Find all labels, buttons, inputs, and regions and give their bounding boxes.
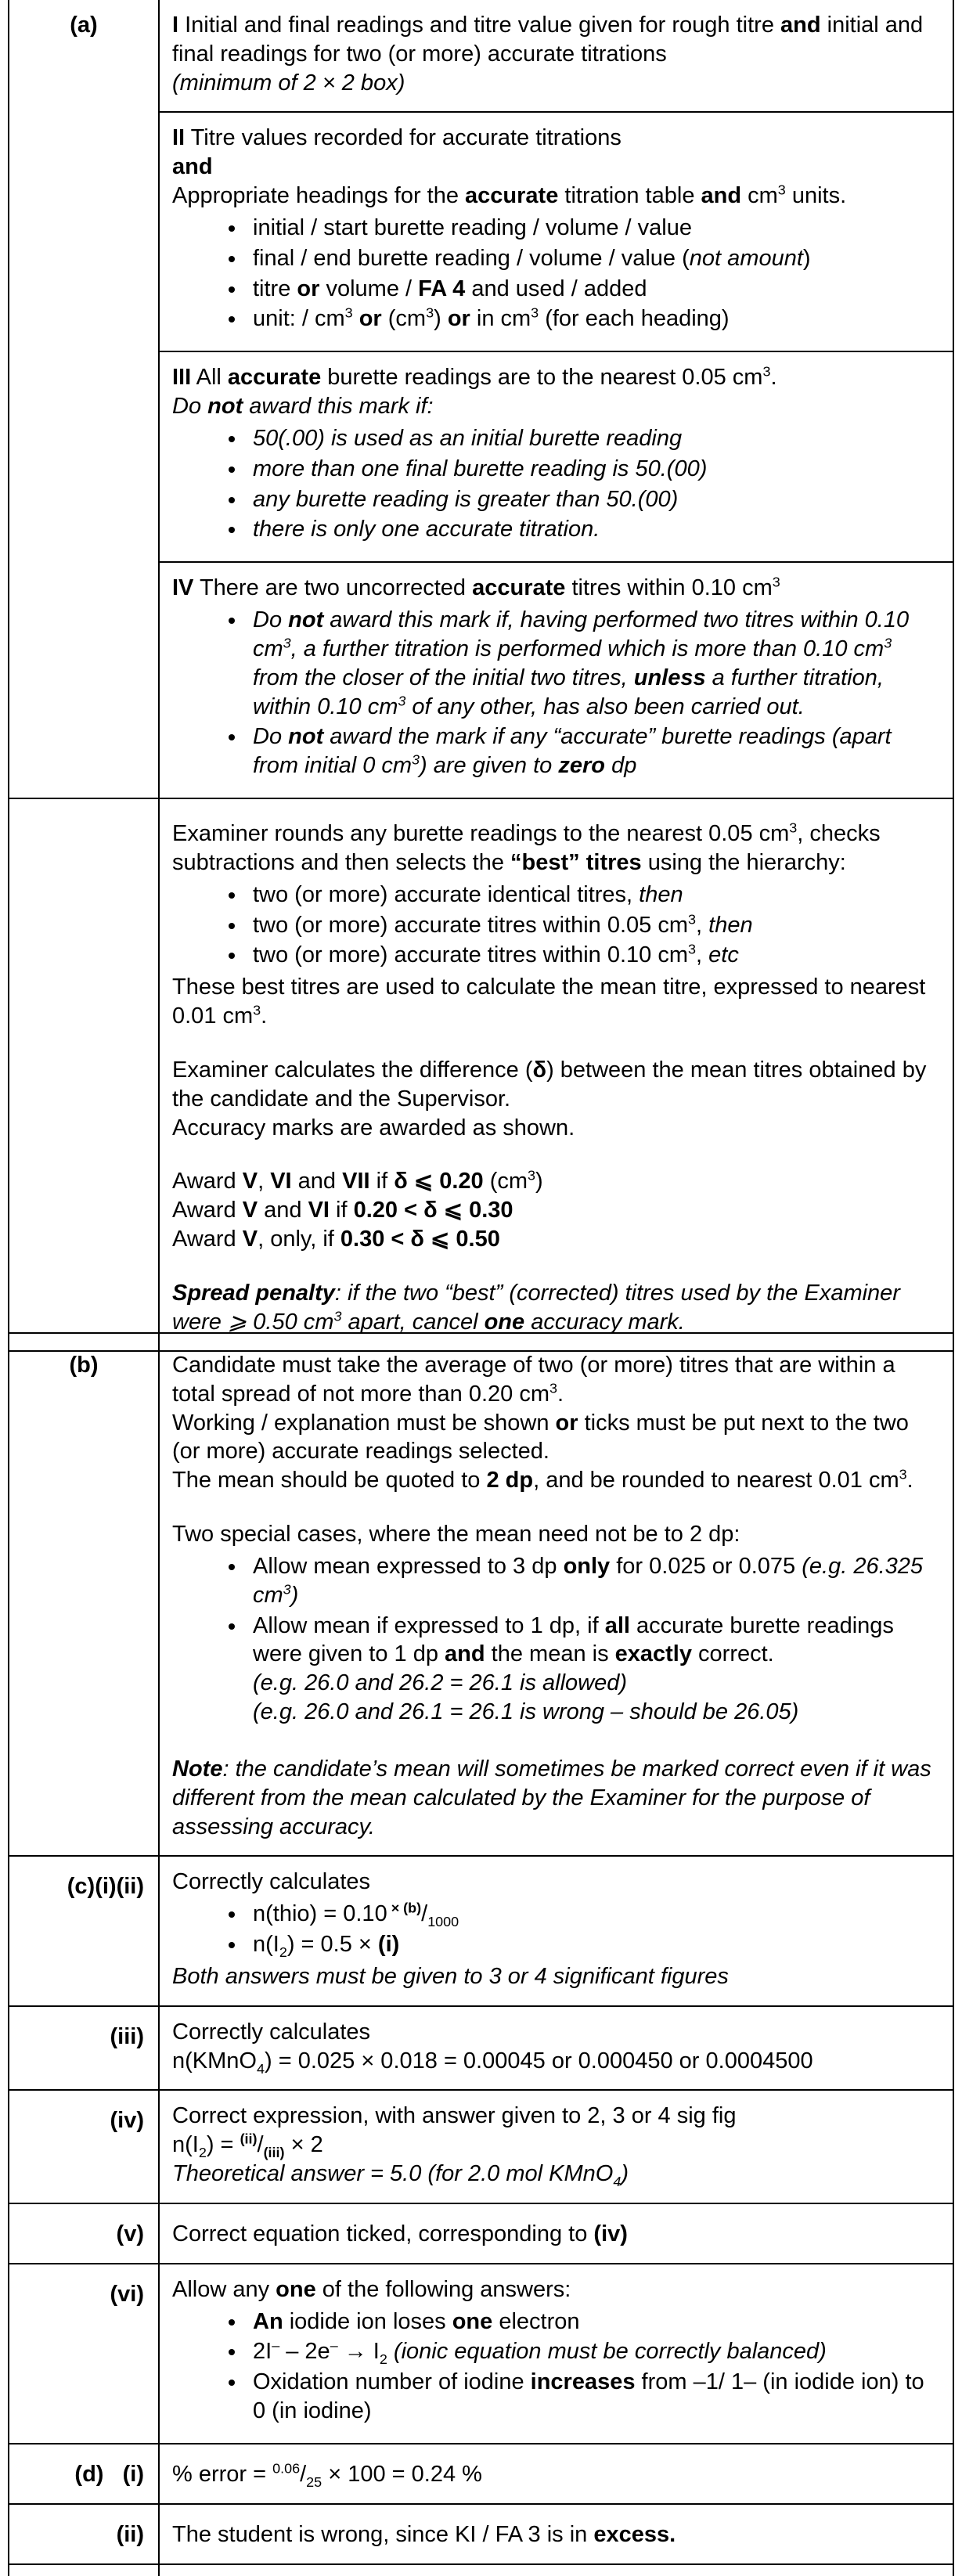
mark-IV-b1sup3: 3 [398, 692, 406, 708]
cv-t1iv: (iv) [593, 2221, 628, 2246]
b-b1sup: 3 [283, 1581, 291, 1598]
acc-b3etc: etc [708, 942, 739, 968]
cvi-b3a: Oxidation number of iodine [253, 2369, 531, 2395]
mark-IV-b1sup2: 3 [884, 635, 892, 651]
b-b2f: (e.g. 26.0 and 26.1 = 26.1 is wrong – should be 26.05) [253, 1699, 799, 1725]
part-cv-label-text: (v) [116, 2221, 144, 2246]
civ-t3sub: 4 [613, 2173, 622, 2189]
acc-list [172, 881, 942, 970]
mark-IV-list [172, 606, 942, 780]
list-item [247, 304, 942, 333]
acc-b2b: , [696, 912, 709, 938]
mark-IV-b1unless: unless [633, 665, 706, 690]
ciii-t2sub: 4 [256, 2060, 265, 2077]
acc-p1best: “best” titres [510, 849, 642, 875]
cvi-t1a: Allow any [172, 2276, 276, 2302]
mark-III-t4a: Do [172, 394, 208, 420]
trailing-label-cell [9, 2564, 159, 2576]
mark-IV-b1a: Do [253, 607, 289, 633]
mark-IV-t2: titres within 0.10 cm [565, 575, 773, 601]
mark-IV-num: IV [172, 575, 194, 601]
part-cvi-label [9, 2264, 159, 2444]
cvi-b2d [387, 2339, 394, 2364]
b-note1: Note [172, 1756, 223, 1782]
mark-II-b3a: titre [253, 276, 297, 301]
list-item [247, 515, 942, 544]
mark-II-b4e: (for each heading) [539, 306, 730, 332]
part-ciii-label [9, 2006, 159, 2091]
list-item [247, 722, 942, 780]
cvi-b1one: one [452, 2308, 493, 2334]
mark-III-b4: there is only one accurate titration. [253, 517, 600, 542]
mark-I-t1: Initial and final readings and titre value given for rough titre [178, 13, 781, 38]
di-t1b: / [300, 2461, 307, 2487]
mark-III-list [172, 424, 942, 544]
mark-II-b4a: unit: / cm [253, 306, 345, 332]
b-b1d: ) [290, 1582, 299, 1608]
cvi-b2sup2: – [330, 2337, 338, 2354]
acc-aw3b: , only, if [258, 1226, 340, 1252]
list-item [247, 214, 942, 243]
mark-IV-b1b: award this mark if, having performed two titres within 0.10 cm [253, 607, 910, 661]
b-b2exactly: exactly [614, 1641, 692, 1667]
cvi-b1b: electron [492, 2308, 580, 2334]
acc-b3sup: 3 [688, 941, 697, 957]
b-b2c: the mean is [485, 1641, 615, 1667]
mark-IV-b2d: dp [605, 753, 637, 779]
part-civ-label-text: (iv) [110, 2108, 144, 2134]
acc-p1sup: 3 [789, 820, 798, 836]
part-b-cell [159, 1333, 953, 1856]
dii-excess: excess. [593, 2521, 676, 2547]
acc-b3b: , [696, 942, 709, 968]
part-cvi-label-text: (vi) [110, 2281, 144, 2307]
di-t1sup: 0.06 [272, 2460, 301, 2477]
b-b2b: accurate burette readings were given to 1 dp [253, 1612, 894, 1667]
mark-III-b3: any burette reading is greater than 50.(00) [253, 486, 679, 512]
b-p1a: Candidate must take the average of two (or more) titres that are within a total spread of not more than 0.20 cm [172, 1353, 895, 1407]
acc-aw1vi: VI [270, 1169, 292, 1194]
acc-p1b: , checks subtractions and then selects the [172, 821, 881, 875]
civ-t2a: n(I [172, 2132, 199, 2158]
civ-t2d: × 2 [284, 2132, 323, 2158]
cv-t1: Correct equation ticked, corresponding to [172, 2221, 594, 2246]
part-ciii-cell [159, 2006, 953, 2091]
mark-II-b3b: volume / [319, 276, 419, 301]
ciii-t1: Correctly calculates [172, 2019, 371, 2045]
acc-aw1b: , [258, 1169, 271, 1194]
mark-II-t4: cm [741, 183, 778, 209]
mark-III-accurate: accurate [227, 365, 322, 391]
part-b-label [9, 1333, 159, 1856]
b-b2d: correct. [692, 1641, 774, 1667]
civ-t3b: ) [621, 2161, 629, 2187]
cvi-b3b: from –1/ 1– (in iodide ion) to 0 (in iodine) [253, 2369, 924, 2424]
acc-aw3a: Award [172, 1226, 243, 1252]
acc-aw1cond: δ ⩽ 0.20 [394, 1169, 484, 1194]
list-item [247, 881, 942, 910]
b-p2b: ticks must be put next to the two (or more) accurate readings selected. [172, 1410, 909, 1465]
mark-I-text [172, 11, 942, 69]
mark-III-t2: burette readings are to the nearest 0.05 cm [321, 365, 763, 391]
b-p3dp: 2 dp [486, 1468, 534, 1493]
accuracy-cell [159, 798, 953, 1351]
cvi-b2a: 2I [253, 2339, 272, 2365]
list-item [247, 911, 942, 940]
b-p3b: , and be rounded to nearest 0.01 cm [533, 1468, 899, 1493]
acc-aw2vi: VI [308, 1198, 330, 1223]
part-di-cell [159, 2444, 953, 2504]
acc-sp3: apart, cancel [341, 1309, 485, 1335]
acc-aw1f: ) [535, 1169, 543, 1194]
mark-II-b4d: in cm [470, 306, 531, 332]
b-p3c: . [906, 1468, 913, 1493]
mark-IV-b1sup1: 3 [283, 635, 291, 651]
acc-b1a: two (or more) accurate identical titres, [253, 881, 640, 907]
mark-II-b3fa: FA 4 [418, 276, 466, 301]
acc-aw2c: if [329, 1198, 354, 1223]
ciii-t2a: n(KMnO [172, 2048, 257, 2073]
b-b2e: (e.g. 26.0 and 26.2 = 26.1 is allowed) [253, 1670, 628, 1696]
cvi-b2b: – 2e [279, 2339, 330, 2365]
acc-p2sup: 3 [253, 1002, 261, 1018]
cvi-list [172, 2308, 942, 2426]
list-item [247, 941, 942, 970]
part-a-label [9, 0, 159, 798]
mark-I-and: and [780, 13, 821, 38]
part-dii-label [9, 2504, 159, 2564]
civ-t3a: Theoretical answer = 5.0 (for 2.0 mol KMnO [172, 2161, 614, 2187]
part-b-label-text: (b) [69, 1353, 99, 1378]
cvi-b2e: (ionic equation must be correctly balanced) [393, 2339, 827, 2365]
mark-IV-b2a: Do [253, 724, 289, 750]
civ-t2sub2: (iii) [263, 2145, 285, 2161]
cvi-b1an: An [253, 2308, 283, 2334]
mark-IV-t1: There are two uncorrected [193, 575, 473, 601]
mark-II-b2b: not amount [689, 245, 803, 271]
mark-IV-b2sup: 3 [412, 751, 420, 768]
mark-II-list [172, 214, 942, 333]
c-b2a: n(I [253, 1932, 279, 1958]
acc-sp4: accuracy mark. [524, 1309, 685, 1335]
mark-IV-t2sup: 3 [772, 574, 780, 590]
mark-IV-b2c: ) are given to [420, 753, 559, 779]
cvi-b2sup: – [272, 2337, 280, 2354]
civ-t2b: ) = [206, 2132, 240, 2158]
part-c-cell [159, 1856, 953, 2005]
c-t1: Correctly calculates [172, 1869, 371, 1895]
mark-III-b1: 50(.00) is used as an initial burette reading [253, 425, 683, 451]
acc-aw1sup: 3 [528, 1167, 536, 1184]
acc-aw2cond: 0.20 < δ ⩽ 0.30 [353, 1198, 513, 1223]
acc-p3a: Examiner calculates the difference ( [172, 1057, 533, 1083]
list-item [247, 2368, 942, 2426]
cvi-b2sub: 2 [379, 2351, 387, 2368]
acc-p2a: These best titres are used to calculate the mean titre, expressed to nearest 0.01 cm [172, 975, 926, 1029]
mark-II-b4sup3: 3 [531, 304, 539, 321]
part-di-label-text: (d) (i) [74, 2461, 144, 2487]
acc-sp2: : if the two “best” (corrected) titres used by the Examiner were ⩾ 0.50 cm [172, 1280, 900, 1335]
mark-IV-accurate: accurate [472, 575, 566, 601]
mark-II-t3: titration table [558, 183, 701, 209]
list-item [247, 2308, 942, 2336]
acc-b2a: two (or more) accurate titres within 0.05 cm [253, 912, 689, 938]
acc-sp1: Spread penalty [172, 1280, 335, 1306]
b-p2a: Working / explanation must be shown [172, 1410, 556, 1436]
acc-p1a: Examiner rounds any burette readings to the nearest 0.05 cm [172, 821, 790, 847]
part-di-label [9, 2444, 159, 2504]
mark-II-b4sup1: 3 [344, 304, 353, 321]
b-note2: : the candidate’s mean will sometimes be marked correct even if it was different from the mean calculated by the Examiner for the purpose of assessing accuracy. [172, 1756, 931, 1839]
part-cvi-cell [159, 2264, 953, 2444]
mark-II-and1: and [172, 154, 213, 180]
acc-spone: one [484, 1309, 525, 1335]
acc-aw1v: V [242, 1169, 258, 1194]
mark-III-t1: All [191, 365, 228, 391]
list-item [247, 424, 942, 453]
part-civ-label [9, 2090, 159, 2203]
b-p4: Two special cases, where the mean need not be to 2 dp: [172, 1522, 740, 1547]
acc-p3delta: δ [532, 1057, 547, 1083]
mark-II-accurate: accurate [465, 183, 559, 209]
mark-scheme-table-a [8, 0, 954, 1352]
acc-aw2b: and [258, 1198, 308, 1223]
mark-II-t1: Titre values recorded for accurate titrations [185, 125, 622, 151]
mark-II-b4b: (cm [381, 306, 427, 332]
trailing-cell [159, 2564, 953, 2576]
mark-IV-b1not: not [288, 607, 324, 633]
mark-II-b4or1: or [352, 306, 382, 332]
acc-p2b: . [261, 1003, 268, 1029]
b-list [172, 1552, 942, 1727]
mark-IV-b2not: not [288, 724, 324, 750]
mark-II-b3or: or [297, 276, 320, 301]
mark-II-b3c: and used / added [465, 276, 647, 301]
b-b2a: Allow mean if expressed to 1 dp, if [253, 1612, 605, 1638]
mark-IV-cell [159, 562, 953, 798]
b-p3sup: 3 [899, 1466, 907, 1483]
mark-III-b2: more than one final burette reading is 50.(00) [253, 456, 708, 481]
mark-I-t2: initial and final readings for two (or more) accurate titrations [172, 13, 924, 67]
acc-aw3cond: 0.30 < δ ⩽ 0.50 [340, 1226, 500, 1252]
mark-II-cell [159, 112, 953, 351]
mark-II-t2: Appropriate headings for the [172, 183, 466, 209]
di-t1a: % error = [172, 2461, 273, 2487]
mark-IV-b2b: award the mark if any “accurate” burette readings (apart from initial 0 cm [253, 724, 892, 779]
acc-p4: Accuracy marks are awarded as shown. [172, 1115, 575, 1140]
mark-II-t5: units. [785, 183, 847, 209]
b-b1b: for 0.025 or 0.075 [610, 1553, 802, 1579]
mark-III-t2sup: 3 [762, 363, 771, 380]
c-t2: Both answers must be given to 3 or 4 significant figures [172, 1963, 729, 1989]
acc-aw2a: Award [172, 1198, 243, 1223]
dii-t1: The student is wrong, since KI / FA 3 is in [172, 2521, 594, 2547]
acc-b1then: then [639, 881, 683, 907]
mark-II-t4sup: 3 [777, 182, 786, 198]
part-c-label-text: (c)(i)(ii) [67, 1874, 144, 1900]
list-item [247, 275, 942, 304]
b-p3a: The mean should be quoted to [172, 1468, 487, 1493]
cvi-t1b: of the following answers: [315, 2276, 571, 2302]
part-civ-cell [159, 2090, 953, 2203]
acc-b2sup: 3 [688, 910, 697, 927]
acc-b2then: then [708, 912, 753, 938]
acc-b3a: two (or more) accurate titres within 0.10 cm [253, 942, 689, 968]
mark-II-b4sup2: 3 [426, 304, 434, 321]
part-cv-label [9, 2203, 159, 2264]
list-item [247, 1612, 942, 1727]
b-b2and: and [445, 1641, 485, 1667]
mark-I-num: I [172, 13, 179, 38]
b-b1c: (e.g. 26.325 cm [253, 1553, 924, 1608]
cvi-b1a: iodide ion loses [283, 2308, 452, 2334]
acc-aw2v: V [242, 1198, 258, 1223]
cvi-b2c: → I [337, 2339, 380, 2365]
list-item [247, 1900, 942, 1929]
mark-III-t4b: award this mark if: [243, 394, 434, 420]
c-b2b: ) = 0.5 × [286, 1932, 378, 1958]
b-b1a: Allow mean expressed to 3 dp [253, 1553, 564, 1579]
mark-II-b1: initial / start burette reading / volume / value [253, 214, 692, 240]
c-b2sub: 2 [279, 1944, 287, 1960]
mark-IV-b1d: from the closer of the initial two titres, [253, 665, 634, 690]
ciii-t2b: ) = 0.025 × 0.018 = 0.00045 or 0.000450 or 0.0004500 [264, 2048, 813, 2073]
acc-p3b: ) between the mean titres obtained by the candidate and the Supervisor. [172, 1057, 927, 1111]
list-item [247, 485, 942, 514]
b-p2or: or [555, 1410, 578, 1436]
acc-aw1d: if [369, 1169, 395, 1194]
mark-I-cell [159, 0, 953, 112]
c-b1sup: × (b) [387, 1900, 422, 1916]
acc-aw1vii: VII [342, 1169, 370, 1194]
list-item [247, 2337, 942, 2366]
mark-III-cell [159, 351, 953, 562]
acc-spsup: 3 [333, 1307, 342, 1324]
mark-scheme-table-b [8, 1332, 954, 2576]
c-list [172, 1900, 942, 1959]
list-item [247, 244, 942, 273]
mark-II-b4c: ) [434, 306, 448, 332]
b-b1only: only [563, 1553, 611, 1579]
mark-II-b2c: ) [802, 245, 811, 271]
part-c-label [9, 1856, 159, 2005]
b-p1sup: 3 [549, 1380, 557, 1396]
civ-t1: Correct expression, with answer given to 2, 3 or 4 sig fig [172, 2103, 737, 2129]
acc-aw1a: Award [172, 1169, 243, 1194]
c-b1sub: 1000 [427, 1914, 459, 1930]
b-p1b: . [557, 1381, 564, 1407]
part-cv-cell [159, 2203, 953, 2264]
c-b2i: (i) [377, 1932, 400, 1958]
accuracy-label-cell [9, 798, 159, 1351]
c-b1a: n(thio) = 0.10 [253, 1901, 387, 1927]
mark-I-t3: (minimum of 2 × 2 box) [172, 70, 405, 95]
mark-IV-b2zero: zero [558, 753, 606, 779]
c-b1b: / [421, 1901, 428, 1927]
mark-IV-b1f: of any other, has also been carried out. [405, 694, 805, 719]
mark-III-t4not: not [207, 394, 243, 420]
di-t1sub: 25 [306, 2473, 322, 2490]
acc-aw3v: V [242, 1226, 258, 1252]
acc-aw1e: (cm [483, 1169, 528, 1194]
cvi-b3inc: increases [530, 2369, 636, 2395]
acc-p1c: using the hierarchy: [641, 849, 846, 875]
part-dii-label-text: (ii) [116, 2521, 144, 2547]
b-b2all: all [604, 1612, 630, 1638]
mark-IV-b1e: a further titration, within 0.10 cm [253, 665, 884, 719]
mark-II-and2: and [701, 183, 742, 209]
mark-IV-b1c: , a further titration is performed which is more than 0.10 cm [290, 636, 885, 661]
mark-II-b2a: final / end burette reading / volume / value ( [253, 245, 690, 271]
civ-t2sup: (ii) [240, 2131, 258, 2147]
di-t1c: × 100 = 0.24 % [322, 2461, 482, 2487]
part-ciii-label-text: (iii) [110, 2023, 144, 2049]
part-dii-cell [159, 2504, 953, 2564]
civ-t2sub: 2 [198, 2145, 207, 2161]
mark-II-num: II [172, 125, 186, 151]
list-item [247, 455, 942, 484]
cvi-t1one: one [276, 2276, 316, 2302]
list-item [247, 1552, 942, 1610]
civ-t2c: / [257, 2132, 264, 2158]
list-item [247, 606, 942, 721]
mark-III-num: III [172, 365, 192, 391]
mark-II-b4or2: or [447, 306, 470, 332]
acc-aw1c: and [291, 1169, 343, 1194]
part-a-label-text: (a) [70, 13, 98, 38]
list-item [247, 1930, 942, 1959]
mark-III-t3: . [770, 365, 777, 391]
